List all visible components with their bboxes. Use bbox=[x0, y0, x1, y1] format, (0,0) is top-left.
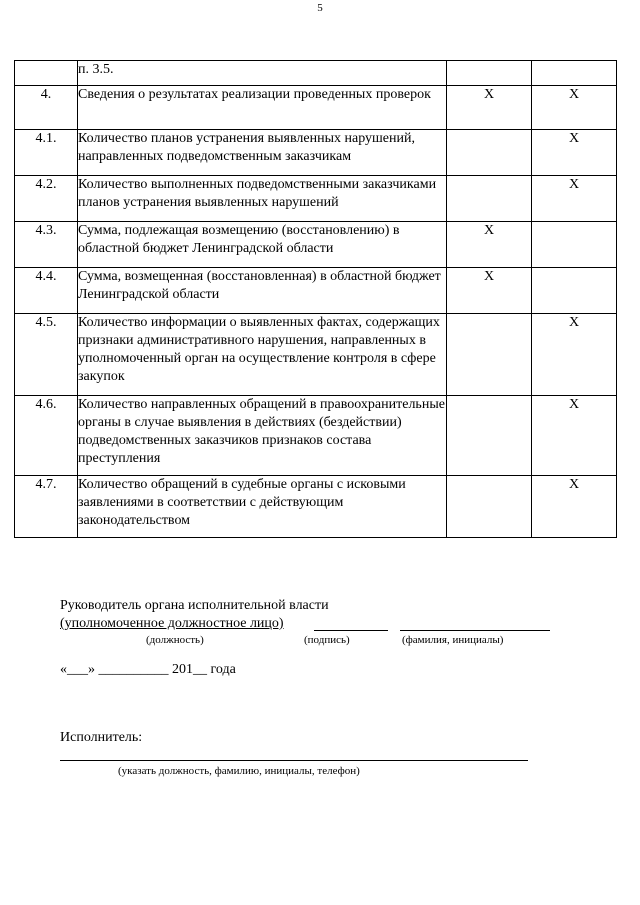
table-row bbox=[15, 476, 617, 538]
row-number: 4.7. bbox=[15, 476, 78, 538]
name-blank[interactable] bbox=[400, 630, 550, 631]
table-row bbox=[15, 222, 617, 268]
row-number: 4. bbox=[15, 86, 78, 130]
table-row bbox=[15, 176, 617, 222]
page-number: 5 bbox=[317, 2, 323, 14]
position-caption: (должность) bbox=[146, 634, 204, 646]
row-mark-col2: Х bbox=[532, 176, 617, 222]
row-number: 4.4. bbox=[15, 268, 78, 314]
row-mark-col1 bbox=[447, 476, 532, 538]
table-row bbox=[15, 314, 617, 396]
row-mark-col1 bbox=[447, 130, 532, 176]
report-table bbox=[14, 60, 617, 538]
row-mark-col2 bbox=[532, 222, 617, 268]
head-title: Руководитель органа исполнительной власти bbox=[60, 598, 329, 613]
row-mark-col1: Х bbox=[447, 86, 532, 130]
row-mark-col2: Х bbox=[532, 396, 617, 476]
row-number: 4.1. bbox=[15, 130, 78, 176]
row-text: Сумма, возмещенная (восстановленная) в областной бюджет Ленинградской области bbox=[78, 268, 447, 314]
row-number: 4.2. bbox=[15, 176, 78, 222]
row-mark-col2: Х bbox=[532, 86, 617, 130]
row-text: Количество информации о выявленных фактах, содержащих признаки административного нарушения, направленных в уполномоченный орган на осуществление контроля в сфере закупок bbox=[78, 314, 447, 396]
row-mark-col2 bbox=[532, 61, 617, 86]
row-text: п. 3.5. bbox=[78, 61, 447, 86]
table-row bbox=[15, 86, 617, 130]
row-number: 4.6. bbox=[15, 396, 78, 476]
row-mark-col1 bbox=[447, 314, 532, 396]
row-text: Сумма, подлежащая возмещению (восстановлению) в областной бюджет Ленинградской области bbox=[78, 222, 447, 268]
row-mark-col1 bbox=[447, 396, 532, 476]
table-row bbox=[15, 61, 617, 86]
row-text: Сведения о результатах реализации проведенных проверок bbox=[78, 86, 447, 130]
executor-label: Исполнитель: bbox=[60, 730, 143, 745]
table-row bbox=[15, 268, 617, 314]
executor-caption: (указать должность, фамилию, инициалы, телефон) bbox=[118, 765, 360, 777]
signature-blank[interactable] bbox=[314, 630, 388, 631]
row-mark-col1: Х bbox=[447, 222, 532, 268]
row-text: Количество обращений в судебные органы с исковыми заявлениями в соответствии с действующим законодательством bbox=[78, 476, 447, 538]
name-caption: (фамилия, инициалы) bbox=[402, 634, 504, 646]
executor-blank[interactable] bbox=[60, 760, 528, 761]
row-text: Количество направленных обращений в правоохранительные органы в случае выявления в действиях (бездействии) подведомственных заказчиков признаков состава преступления bbox=[78, 396, 447, 476]
date-line: «___» __________ 201__ года bbox=[60, 662, 236, 677]
signature-caption: (подпись) bbox=[304, 634, 350, 646]
row-mark-col2 bbox=[532, 268, 617, 314]
row-text: Количество выполненных подведомственными заказчиками планов устранения выявленных нарушений bbox=[78, 176, 447, 222]
row-mark-col1 bbox=[447, 61, 532, 86]
table-row bbox=[15, 130, 617, 176]
table-row bbox=[15, 396, 617, 476]
row-mark-col2: Х bbox=[532, 130, 617, 176]
row-mark-col1: Х bbox=[447, 268, 532, 314]
row-number: 4.3. bbox=[15, 222, 78, 268]
row-mark-col2: Х bbox=[532, 314, 617, 396]
row-number bbox=[15, 61, 78, 86]
row-number: 4.5. bbox=[15, 314, 78, 396]
row-mark-col1 bbox=[447, 176, 532, 222]
head-subtitle: (уполномоченное должностное лицо) bbox=[60, 616, 284, 631]
row-text: Количество планов устранения выявленных нарушений, направленных подведомственным заказчикам bbox=[78, 130, 447, 176]
row-mark-col2: Х bbox=[532, 476, 617, 538]
